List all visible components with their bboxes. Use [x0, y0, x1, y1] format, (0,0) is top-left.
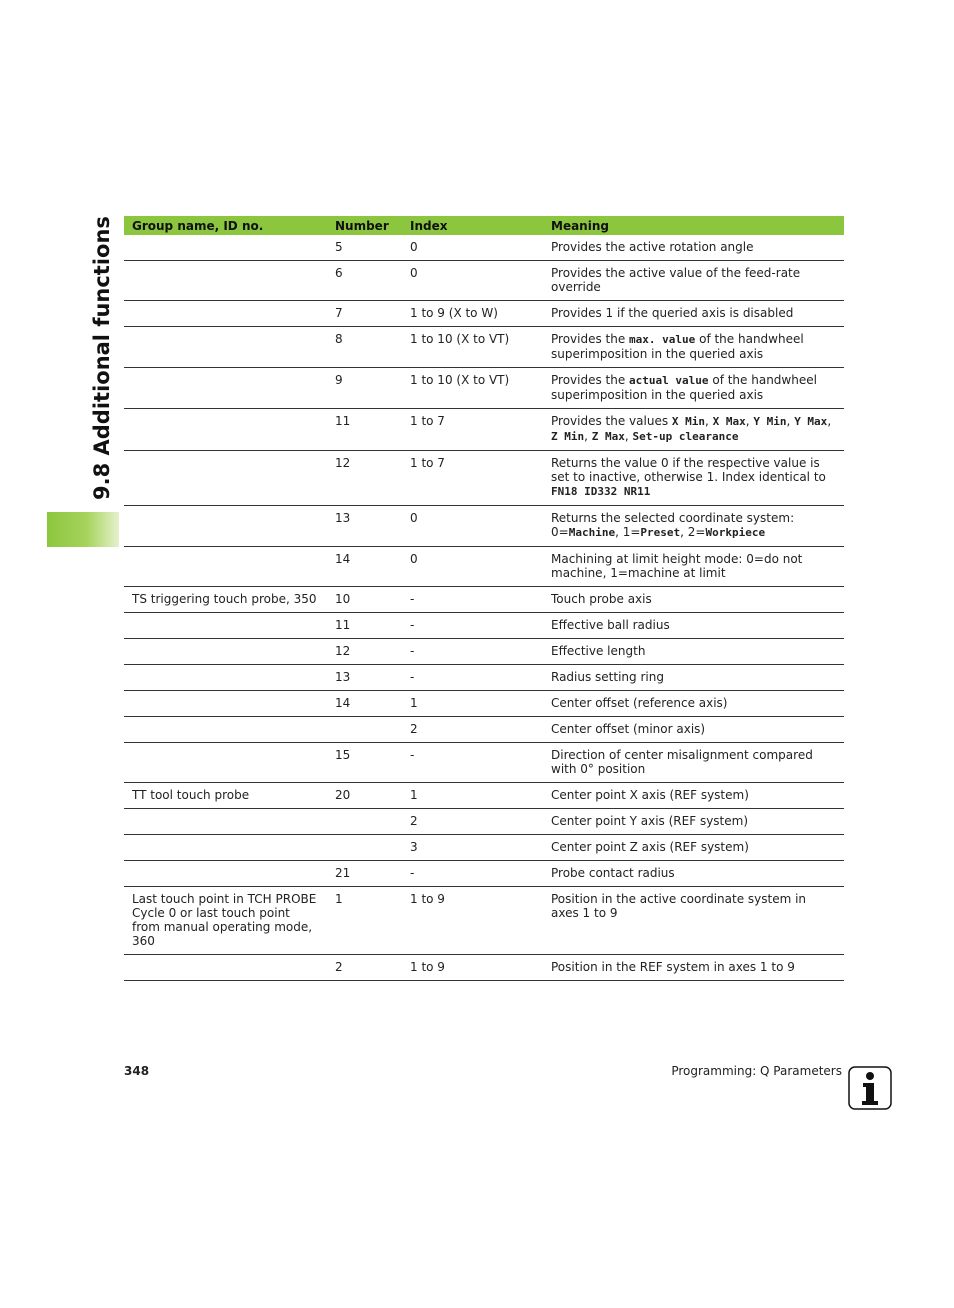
index-cell: -: [402, 587, 543, 613]
code-keyword: Set-up clearance: [632, 430, 739, 443]
table-row: [124, 955, 844, 981]
meaning-text: of the handwheel superimposition in the queried axis: [551, 332, 804, 361]
number-cell: 6: [327, 261, 402, 301]
code-keyword: max. value: [629, 333, 696, 346]
index-cell: -: [402, 743, 543, 783]
meaning-cell: [543, 783, 844, 809]
meaning-cell: [543, 887, 844, 955]
number-cell: [327, 809, 402, 835]
number-cell: 1: [327, 887, 402, 955]
meaning-cell: [543, 809, 844, 835]
meaning-text: Center offset (reference axis): [551, 696, 728, 710]
table-row: [124, 717, 844, 743]
meaning-text: Provides 1 if the queried axis is disabled: [551, 306, 794, 320]
index-cell: 1: [402, 783, 543, 809]
number-cell: 21: [327, 861, 402, 887]
table-row: [124, 639, 844, 665]
code-keyword: Machine: [568, 526, 616, 539]
table-row: [124, 665, 844, 691]
group-cell: TS triggering touch probe, 350: [124, 587, 327, 613]
section-color-tab: [47, 512, 119, 547]
meaning-text: Provides the: [551, 332, 630, 346]
number-cell: 14: [327, 547, 402, 587]
meaning-text: Effective length: [551, 644, 646, 658]
meaning-cell: [543, 235, 844, 261]
group-cell: [124, 665, 327, 691]
meaning-cell: [543, 691, 844, 717]
number-cell: 9: [327, 368, 402, 409]
group-cell: [124, 861, 327, 887]
meaning-text: Provides the: [551, 373, 630, 387]
group-cell: [124, 301, 327, 327]
meaning-text: Center offset (minor axis): [551, 722, 706, 736]
index-cell: -: [402, 613, 543, 639]
number-cell: 11: [327, 409, 402, 451]
index-cell: 0: [402, 235, 543, 261]
group-cell: [124, 235, 327, 261]
table-row: [124, 835, 844, 861]
index-cell: 1 to 9: [402, 887, 543, 955]
meaning-text: Position in the REF system in axes 1 to 9: [551, 960, 795, 974]
meaning-cell: [543, 665, 844, 691]
meaning-cell: [543, 835, 844, 861]
table-row: [124, 691, 844, 717]
meaning-cell: [543, 955, 844, 981]
meaning-text: Center point Z axis (REF system): [551, 840, 749, 854]
table-row: [124, 327, 844, 368]
group-cell: [124, 261, 327, 301]
index-cell: 1 to 9 (X to W): [402, 301, 543, 327]
group-cell: [124, 835, 327, 861]
group-cell: [124, 368, 327, 409]
group-cell: [124, 809, 327, 835]
code-keyword: Y Min: [753, 415, 787, 428]
number-cell: 7: [327, 301, 402, 327]
number-cell: 15: [327, 743, 402, 783]
table-row: [124, 368, 844, 409]
meaning-text: Touch probe axis: [551, 592, 652, 606]
header-meaning: Meaning: [543, 216, 844, 235]
meaning-cell: [543, 613, 844, 639]
code-keyword: Workpiece: [705, 526, 766, 539]
meaning-cell: [543, 861, 844, 887]
index-cell: -: [402, 639, 543, 665]
group-cell: [124, 717, 327, 743]
page-number: 348: [124, 1064, 150, 1078]
number-cell: 10: [327, 587, 402, 613]
meaning-cell: [543, 743, 844, 783]
meaning-text: Radius setting ring: [551, 670, 664, 684]
code-keyword: Z Min: [551, 430, 585, 443]
number-cell: 13: [327, 506, 402, 547]
table-row: [124, 235, 844, 261]
index-cell: -: [402, 861, 543, 887]
number-cell: 8: [327, 327, 402, 368]
group-cell: TT tool touch probe: [124, 783, 327, 809]
meaning-text: Provides the active rotation angle: [551, 240, 754, 254]
meaning-text: Returns the selected coordinate system: 0=: [551, 511, 795, 539]
meaning-text: ,: [705, 414, 713, 428]
index-cell: 1 to 10 (X to VT): [402, 327, 543, 368]
index-cell: 3: [402, 835, 543, 861]
meaning-cell: [543, 301, 844, 327]
index-cell: -: [402, 665, 543, 691]
table-row: [124, 861, 844, 887]
table-row: [124, 506, 844, 547]
group-cell: [124, 691, 327, 717]
info-icon: [848, 1066, 892, 1110]
meaning-text: ,: [786, 414, 795, 428]
table-body: [124, 235, 844, 981]
meaning-text: ,: [827, 414, 832, 428]
header-index: Index: [402, 216, 543, 235]
index-cell: 2: [402, 717, 543, 743]
meaning-cell: [543, 368, 844, 409]
group-cell: [124, 506, 327, 547]
meaning-text: Probe contact radius: [551, 866, 675, 880]
number-cell: 14: [327, 691, 402, 717]
index-cell: 1: [402, 691, 543, 717]
header-number: Number: [327, 216, 402, 235]
meaning-cell: [543, 506, 844, 547]
group-cell: [124, 639, 327, 665]
group-cell: [124, 327, 327, 368]
code-keyword: X Max: [712, 415, 746, 428]
index-cell: 1 to 10 (X to VT): [402, 368, 543, 409]
index-cell: 1 to 7: [402, 451, 543, 506]
meaning-text: ,: [624, 429, 633, 443]
group-cell: Last touch point in TCH PROBE Cycle 0 or last touch point from manual operating mode, 360: [124, 887, 327, 955]
table-row: [124, 743, 844, 783]
number-cell: 12: [327, 451, 402, 506]
meaning-text: Effective ball radius: [551, 618, 670, 632]
meaning-text: , 1=: [615, 525, 641, 539]
meaning-cell: [543, 327, 844, 368]
table-row: [124, 301, 844, 327]
code-keyword: X Min: [671, 415, 706, 428]
code-keyword: Z Max: [591, 430, 625, 443]
meaning-text: Direction of center misalignment compared with 0° position: [551, 748, 813, 776]
meaning-cell: [543, 261, 844, 301]
table-row: [124, 409, 844, 451]
group-cell: [124, 743, 327, 783]
index-cell: 1 to 7: [402, 409, 543, 451]
table-row: [124, 613, 844, 639]
meaning-text: Center point X axis (REF system): [551, 788, 749, 802]
meaning-text: Returns the value 0 if the respective value is set to inactive, otherwise 1. Index identical to: [551, 456, 826, 484]
meaning-cell: [543, 451, 844, 506]
meaning-text: ,: [584, 429, 592, 443]
meaning-text: Position in the active coordinate system in axes 1 to 9: [551, 892, 807, 920]
meaning-text: of the handwheel superimposition in the queried axis: [551, 373, 817, 402]
code-keyword: actual value: [629, 374, 709, 387]
section-title: 9.8 Additional functions: [90, 216, 114, 500]
number-cell: 2: [327, 955, 402, 981]
parameters-table: [124, 216, 844, 981]
index-cell: 0: [402, 506, 543, 547]
number-cell: 20: [327, 783, 402, 809]
group-cell: [124, 613, 327, 639]
meaning-text: Center point Y axis (REF system): [551, 814, 749, 828]
number-cell: 12: [327, 639, 402, 665]
table-row: [124, 587, 844, 613]
meaning-cell: [543, 639, 844, 665]
code-keyword: Preset: [640, 526, 681, 539]
number-cell: 11: [327, 613, 402, 639]
table-row: [124, 783, 844, 809]
table-row: [124, 887, 844, 955]
meaning-text: ,: [745, 414, 754, 428]
index-cell: 1 to 9: [402, 955, 543, 981]
meaning-text: Provides the values: [551, 414, 672, 428]
group-cell: [124, 451, 327, 506]
group-cell: [124, 547, 327, 587]
table-header-row: [124, 216, 844, 235]
group-cell: [124, 409, 327, 451]
header-group: Group name, ID no.: [124, 216, 327, 235]
chapter-title: Programming: Q Parameters: [671, 1064, 842, 1078]
meaning-cell: [543, 587, 844, 613]
table-row: [124, 261, 844, 301]
meaning-cell: [543, 547, 844, 587]
meaning-text: Machining at limit height mode: 0=do not machine, 1=machine at limit: [551, 552, 803, 580]
table-row: [124, 547, 844, 587]
meaning-cell: [543, 409, 844, 451]
meaning-text: , 2=: [680, 525, 706, 539]
table-row: [124, 451, 844, 506]
table-row: [124, 809, 844, 835]
number-cell: 13: [327, 665, 402, 691]
code-keyword: FN18 ID332 NR11: [551, 485, 651, 498]
code-keyword: Y Max: [794, 415, 828, 428]
number-cell: [327, 717, 402, 743]
index-cell: 0: [402, 547, 543, 587]
meaning-text: Provides the active value of the feed-rate override: [551, 266, 801, 294]
number-cell: 5: [327, 235, 402, 261]
number-cell: [327, 835, 402, 861]
index-cell: 2: [402, 809, 543, 835]
group-cell: [124, 955, 327, 981]
meaning-cell: [543, 717, 844, 743]
index-cell: 0: [402, 261, 543, 301]
